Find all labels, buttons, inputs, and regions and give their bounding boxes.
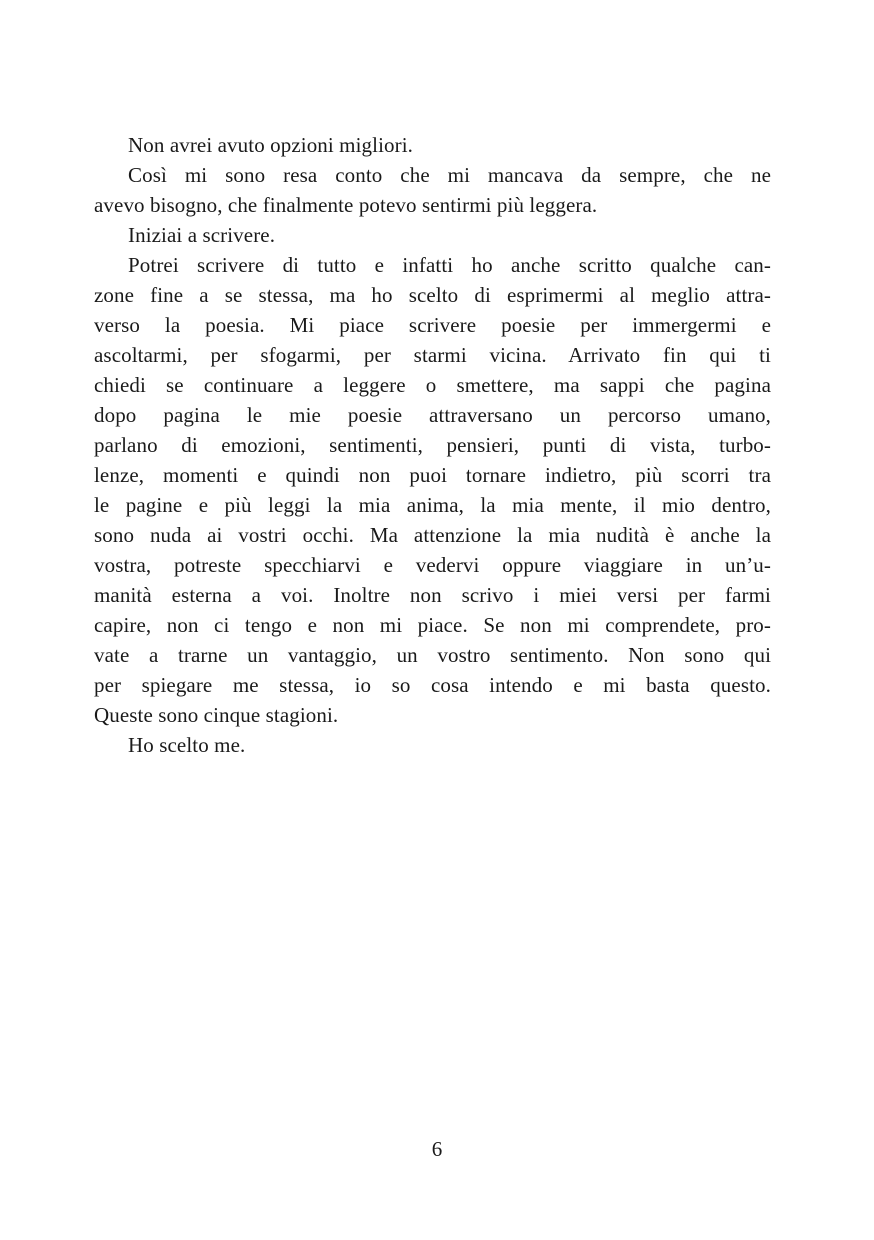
text-line: le pagine e più leggi la mia anima, la mia mente, il mio dentro, — [94, 493, 771, 517]
text-line: vostra, potreste specchiarvi e vedervi oppure viaggiare in un’u- — [94, 553, 771, 577]
text-line: chiedi se continuare a leggere o smettere, ma sappi che pagina — [94, 373, 771, 397]
text-line: capire, non ci tengo e non mi piace. Se non mi comprendete, pro- — [94, 613, 771, 637]
text-line: per spiegare me stessa, io so cosa intendo e mi basta questo. — [94, 673, 771, 697]
text-line: Ho scelto me. — [128, 733, 246, 757]
page-footer — [0, 1134, 874, 1164]
text-line: Potrei scrivere di tutto e infatti ho anche scritto qualche can- — [128, 253, 771, 277]
body-text — [94, 130, 771, 760]
page-number: 6 — [431, 1137, 443, 1161]
text-line: avevo bisogno, che finalmente potevo sentirmi più leggera. — [94, 193, 598, 217]
text-line: sono nuda ai vostri occhi. Ma attenzione la mia nudità è anche la — [94, 523, 771, 547]
paragraph — [94, 730, 771, 760]
paragraph — [94, 160, 771, 220]
text-line: zone fine a se stessa, ma ho scelto di esprimermi al meglio attra- — [94, 283, 771, 307]
text-line: Iniziai a scrivere. — [128, 223, 276, 247]
text-line: vate a trarne un vantaggio, un vostro sentimento. Non sono qui — [94, 643, 771, 667]
text-line: dopo pagina le mie poesie attraversano un percorso umano, — [94, 403, 771, 427]
text-line: ascoltarmi, per sfogarmi, per starmi vicina. Arrivato fin qui ti — [94, 343, 771, 367]
paragraph — [94, 130, 771, 160]
text-line: Queste sono cinque stagioni. — [94, 703, 339, 727]
paragraph — [94, 250, 771, 730]
text-line: manità esterna a voi. Inoltre non scrivo i miei versi per farmi — [94, 583, 771, 607]
paragraph — [94, 220, 771, 250]
text-line: verso la poesia. Mi piace scrivere poesie per immergermi e — [94, 313, 771, 337]
text-line: parlano di emozioni, sentimenti, pensieri, punti di vista, turbo- — [94, 433, 771, 457]
text-line: Non avrei avuto opzioni migliori. — [128, 133, 413, 157]
text-line: Così mi sono resa conto che mi mancava da sempre, che ne — [128, 163, 771, 187]
text-line: lenze, momenti e quindi non puoi tornare indietro, più scorri tra — [94, 463, 771, 487]
